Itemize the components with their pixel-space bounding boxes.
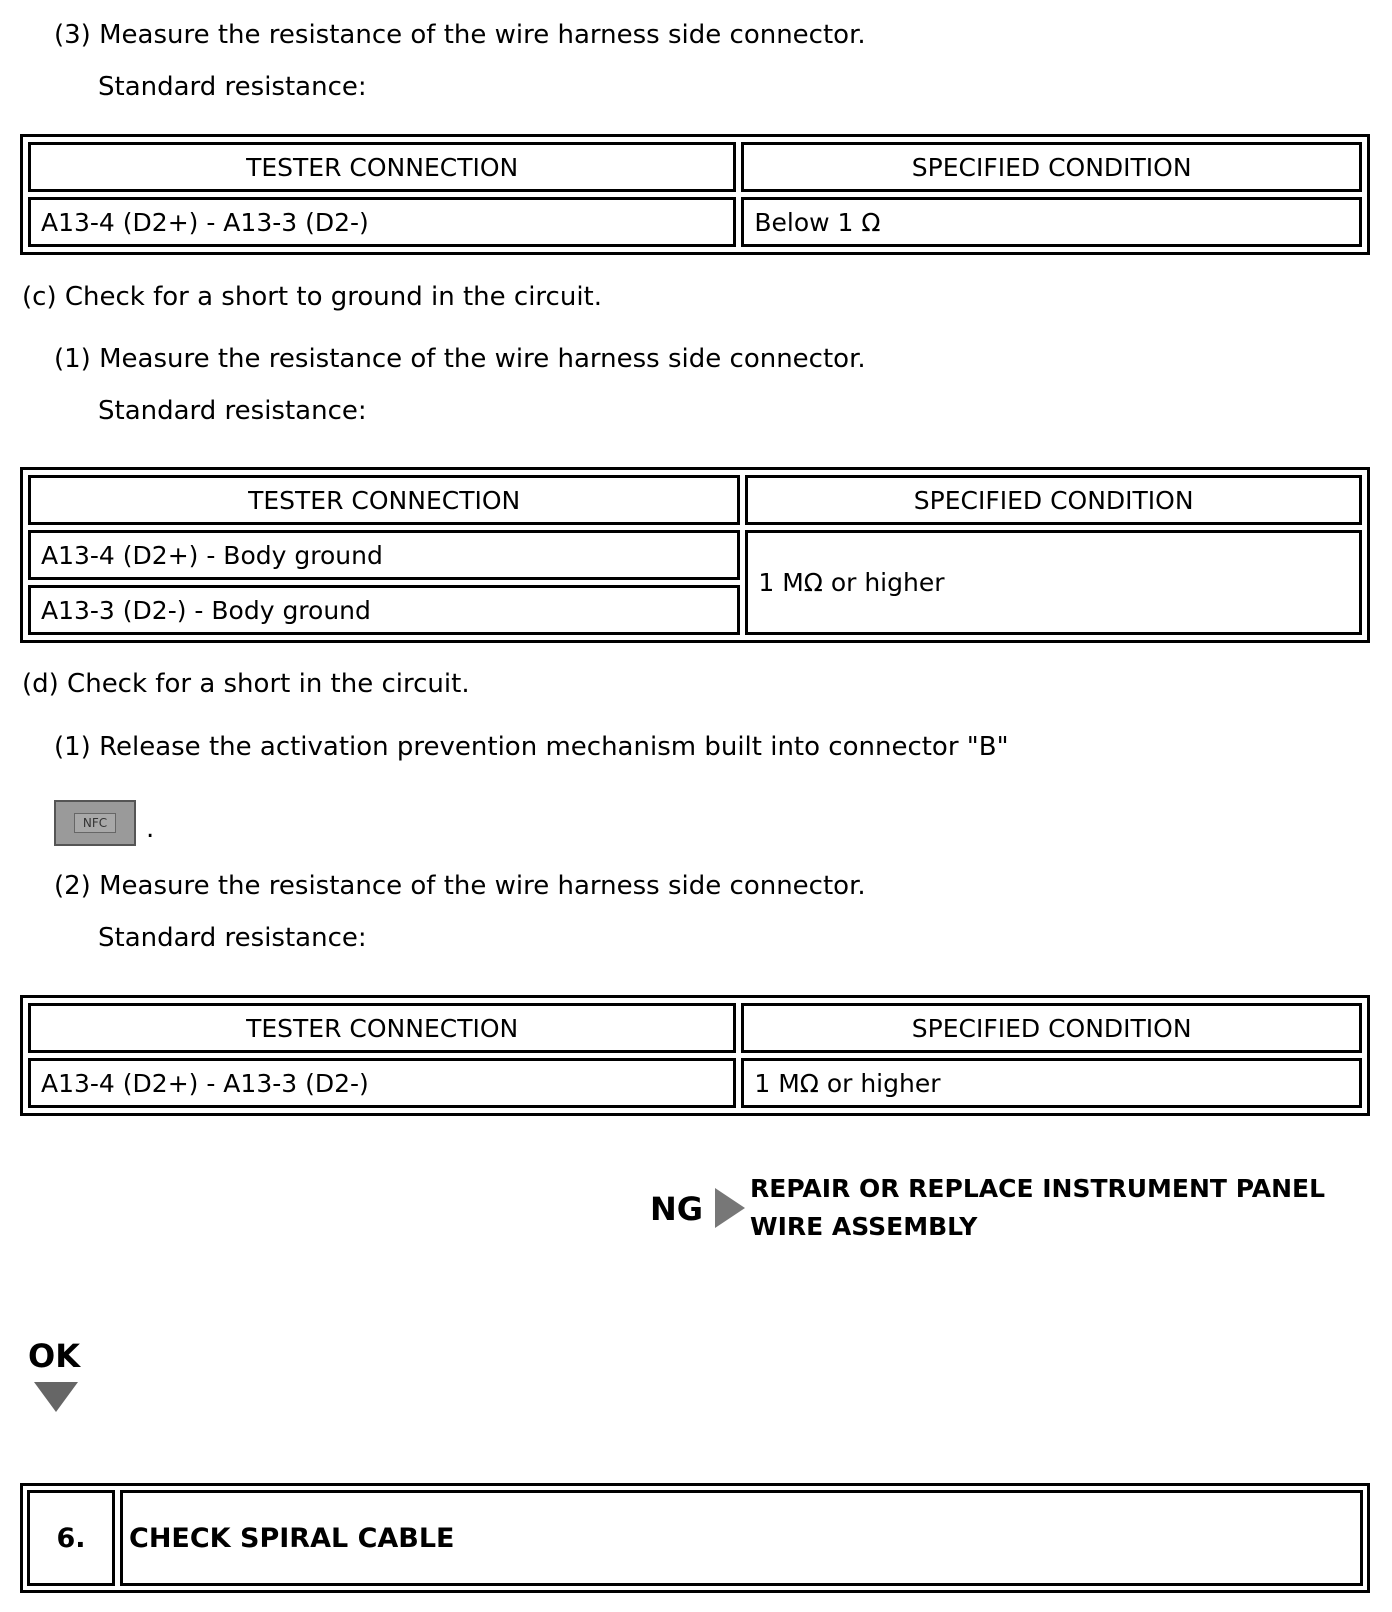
- step-number: 6.: [27, 1490, 115, 1586]
- ng-action-line: REPAIR OR REPLACE INSTRUMENT PANEL: [750, 1174, 1325, 1203]
- table-cell-condition: Below 1 Ω: [741, 197, 1362, 247]
- table-cell-connection: A13-4 (D2+) - A13-3 (D2-): [28, 197, 736, 247]
- standard-resistance-label: Standard resistance:: [98, 396, 367, 426]
- table-header-tester-connection: TESTER CONNECTION: [28, 475, 740, 525]
- table-cell-condition: 1 MΩ or higher: [745, 530, 1362, 635]
- table-row: [28, 530, 1362, 580]
- table-cell-condition: 1 MΩ or higher: [741, 1058, 1362, 1108]
- step-measure-3: (3) Measure the resistance of the wire harness side connector.: [54, 20, 866, 50]
- nfc-button-label: NFC: [74, 813, 116, 833]
- table-row: [28, 1058, 1362, 1108]
- resistance-table-1: [20, 134, 1370, 255]
- right-arrow-icon: [715, 1188, 745, 1228]
- resistance-table-3: [20, 995, 1370, 1116]
- standard-resistance-label: Standard resistance:: [98, 72, 367, 102]
- step-measure-c1: (1) Measure the resistance of the wire harness side connector.: [54, 344, 866, 374]
- standard-resistance-label: Standard resistance:: [98, 923, 367, 953]
- step-release-d1: (1) Release the activation prevention mechanism built into connector "B": [54, 732, 1009, 762]
- table-header-specified-condition: SPECIFIED CONDITION: [741, 142, 1362, 192]
- table-header-tester-connection: TESTER CONNECTION: [28, 1003, 736, 1053]
- step-measure-d2: (2) Measure the resistance of the wire harness side connector.: [54, 871, 866, 901]
- ng-action-line: WIRE ASSEMBLY: [750, 1212, 978, 1241]
- next-step-header: [20, 1483, 1370, 1593]
- table-header-specified-condition: SPECIFIED CONDITION: [745, 475, 1362, 525]
- ok-label: OK: [28, 1337, 80, 1375]
- table-cell-connection: A13-4 (D2+) - Body ground: [28, 530, 740, 580]
- nfc-period: .: [146, 814, 155, 844]
- ng-action[interactable]: [750, 1170, 1325, 1246]
- table-header-specified-condition: SPECIFIED CONDITION: [741, 1003, 1362, 1053]
- nfc-button[interactable]: [54, 800, 136, 846]
- step-check-c: (c) Check for a short to ground in the circuit.: [22, 282, 602, 312]
- ng-result-link[interactable]: [650, 1170, 1350, 1250]
- step-check-d: (d) Check for a short in the circuit.: [22, 669, 470, 699]
- ng-label: NG: [650, 1190, 704, 1228]
- step-title: CHECK SPIRAL CABLE: [120, 1490, 1363, 1586]
- resistance-table-2: [20, 467, 1370, 643]
- table-header-tester-connection: TESTER CONNECTION: [28, 142, 736, 192]
- table-cell-connection: A13-4 (D2+) - A13-3 (D2-): [28, 1058, 736, 1108]
- table-cell-connection: A13-3 (D2-) - Body ground: [28, 585, 740, 635]
- down-arrow-icon: [34, 1382, 78, 1412]
- table-row: [28, 197, 1362, 247]
